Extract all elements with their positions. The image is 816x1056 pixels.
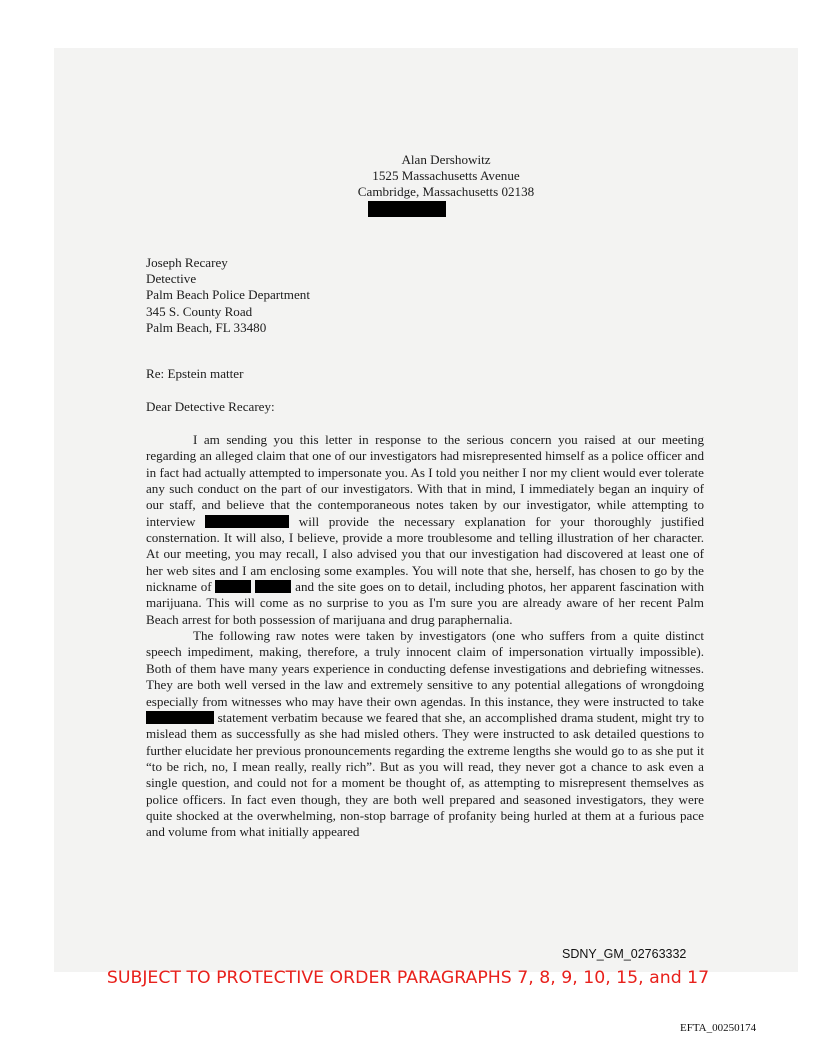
- recipient-city: Palm Beach, FL 33480: [146, 319, 267, 335]
- recipient-name: Joseph Recarey: [146, 255, 228, 270]
- redaction-bar: [205, 515, 289, 528]
- redaction-bar: [255, 580, 291, 593]
- recipient-street: 345 S. County Road: [146, 303, 253, 319]
- recipient-address-block: [146, 255, 310, 336]
- salutation: Dear Detective Recarey:: [146, 399, 275, 414]
- redaction-bar: [146, 711, 214, 724]
- recipient-org: Palm Beach Police Department: [146, 287, 310, 303]
- redaction-bar: [215, 580, 251, 593]
- letter-body: [146, 432, 704, 841]
- sender-address-block: [146, 152, 746, 217]
- sender-city: Cambridge, Massachusetts 02138: [357, 184, 535, 199]
- bates-number: SDNY_GM_02763332: [562, 947, 687, 961]
- paragraph-2: The following raw notes were taken by investigators (one who suffers from a quite distinct speech impediment, making, therefore, a truly innocent claim of impersonation virtually impossible). Both of them have many years experience in conducting defense investigations and debriefing witnesses. They are both well versed in the law and extremely sensitive to any potential allegations of wrongdoing especially from witnesses who may have their own agendas. In this instance, they were instructed to take statement verbatim because we feared that she, an accomplished drama student, might try to mislead them as successfully as she had misled others. They were instructed to ask detailed questions to further elucidate her previous pronouncements regarding the extreme lengths she would go to as she put it “to be rich, no, I mean really, really rich”. But as you will read, they never got a chance to ask even a single question, and could not for a moment be thought of, as attempting to misrepresent themselves as police officers. In fact even though, they are both well prepared and seasoned investigators, they were quite shocked at the overwhelming, non-stop barrage of profanity being hurled at them at a furious pace and volume from what initially appeared: [146, 628, 704, 840]
- re-line: Re: Epstein matter: [146, 366, 244, 381]
- efta-number: EFTA_00250174: [680, 1022, 757, 1034]
- protective-order-notice: SUBJECT TO PROTECTIVE ORDER PARAGRAPHS 7, 8, 9, 10, 15, and 17: [106, 968, 710, 988]
- sender-name: Alan Dershowitz: [401, 152, 491, 167]
- redaction-bar: [368, 201, 446, 217]
- recipient-title: Detective: [146, 271, 197, 287]
- sender-street: 1525 Massachusetts Avenue: [372, 168, 520, 183]
- paragraph-1: I am sending you this letter in response to the serious concern you raised at our meeting regarding an alleged claim that one of our investigators had misrepresented himself as a police officer and in fact had actually attempted to impersonate you. As I told you neither I nor my client would ever tolerate any such conduct on the part of our investigators. With that in mind, I immediately began an inquiry of our staff, and believe that the contemporaneous notes taken by our investigator, while attempting to interview will provide the necessary explanation for your thoroughly justified consternation. It will also, I believe, provide a more troublesome and telling illustration of her character. At our meeting, you may recall, I also advised you that our investigation had discovered at least one of her web sites and I am enclosing some examples. You will note that she, herself, has chosen to go by the nickname of and the site goes on to detail, including photos, her apparent fascination with marijuana. This will come as no surprise to you as I'm sure you are already aware of her recent Palm Beach arrest for both possession of marijuana and drug paraphernalia.: [146, 432, 704, 627]
